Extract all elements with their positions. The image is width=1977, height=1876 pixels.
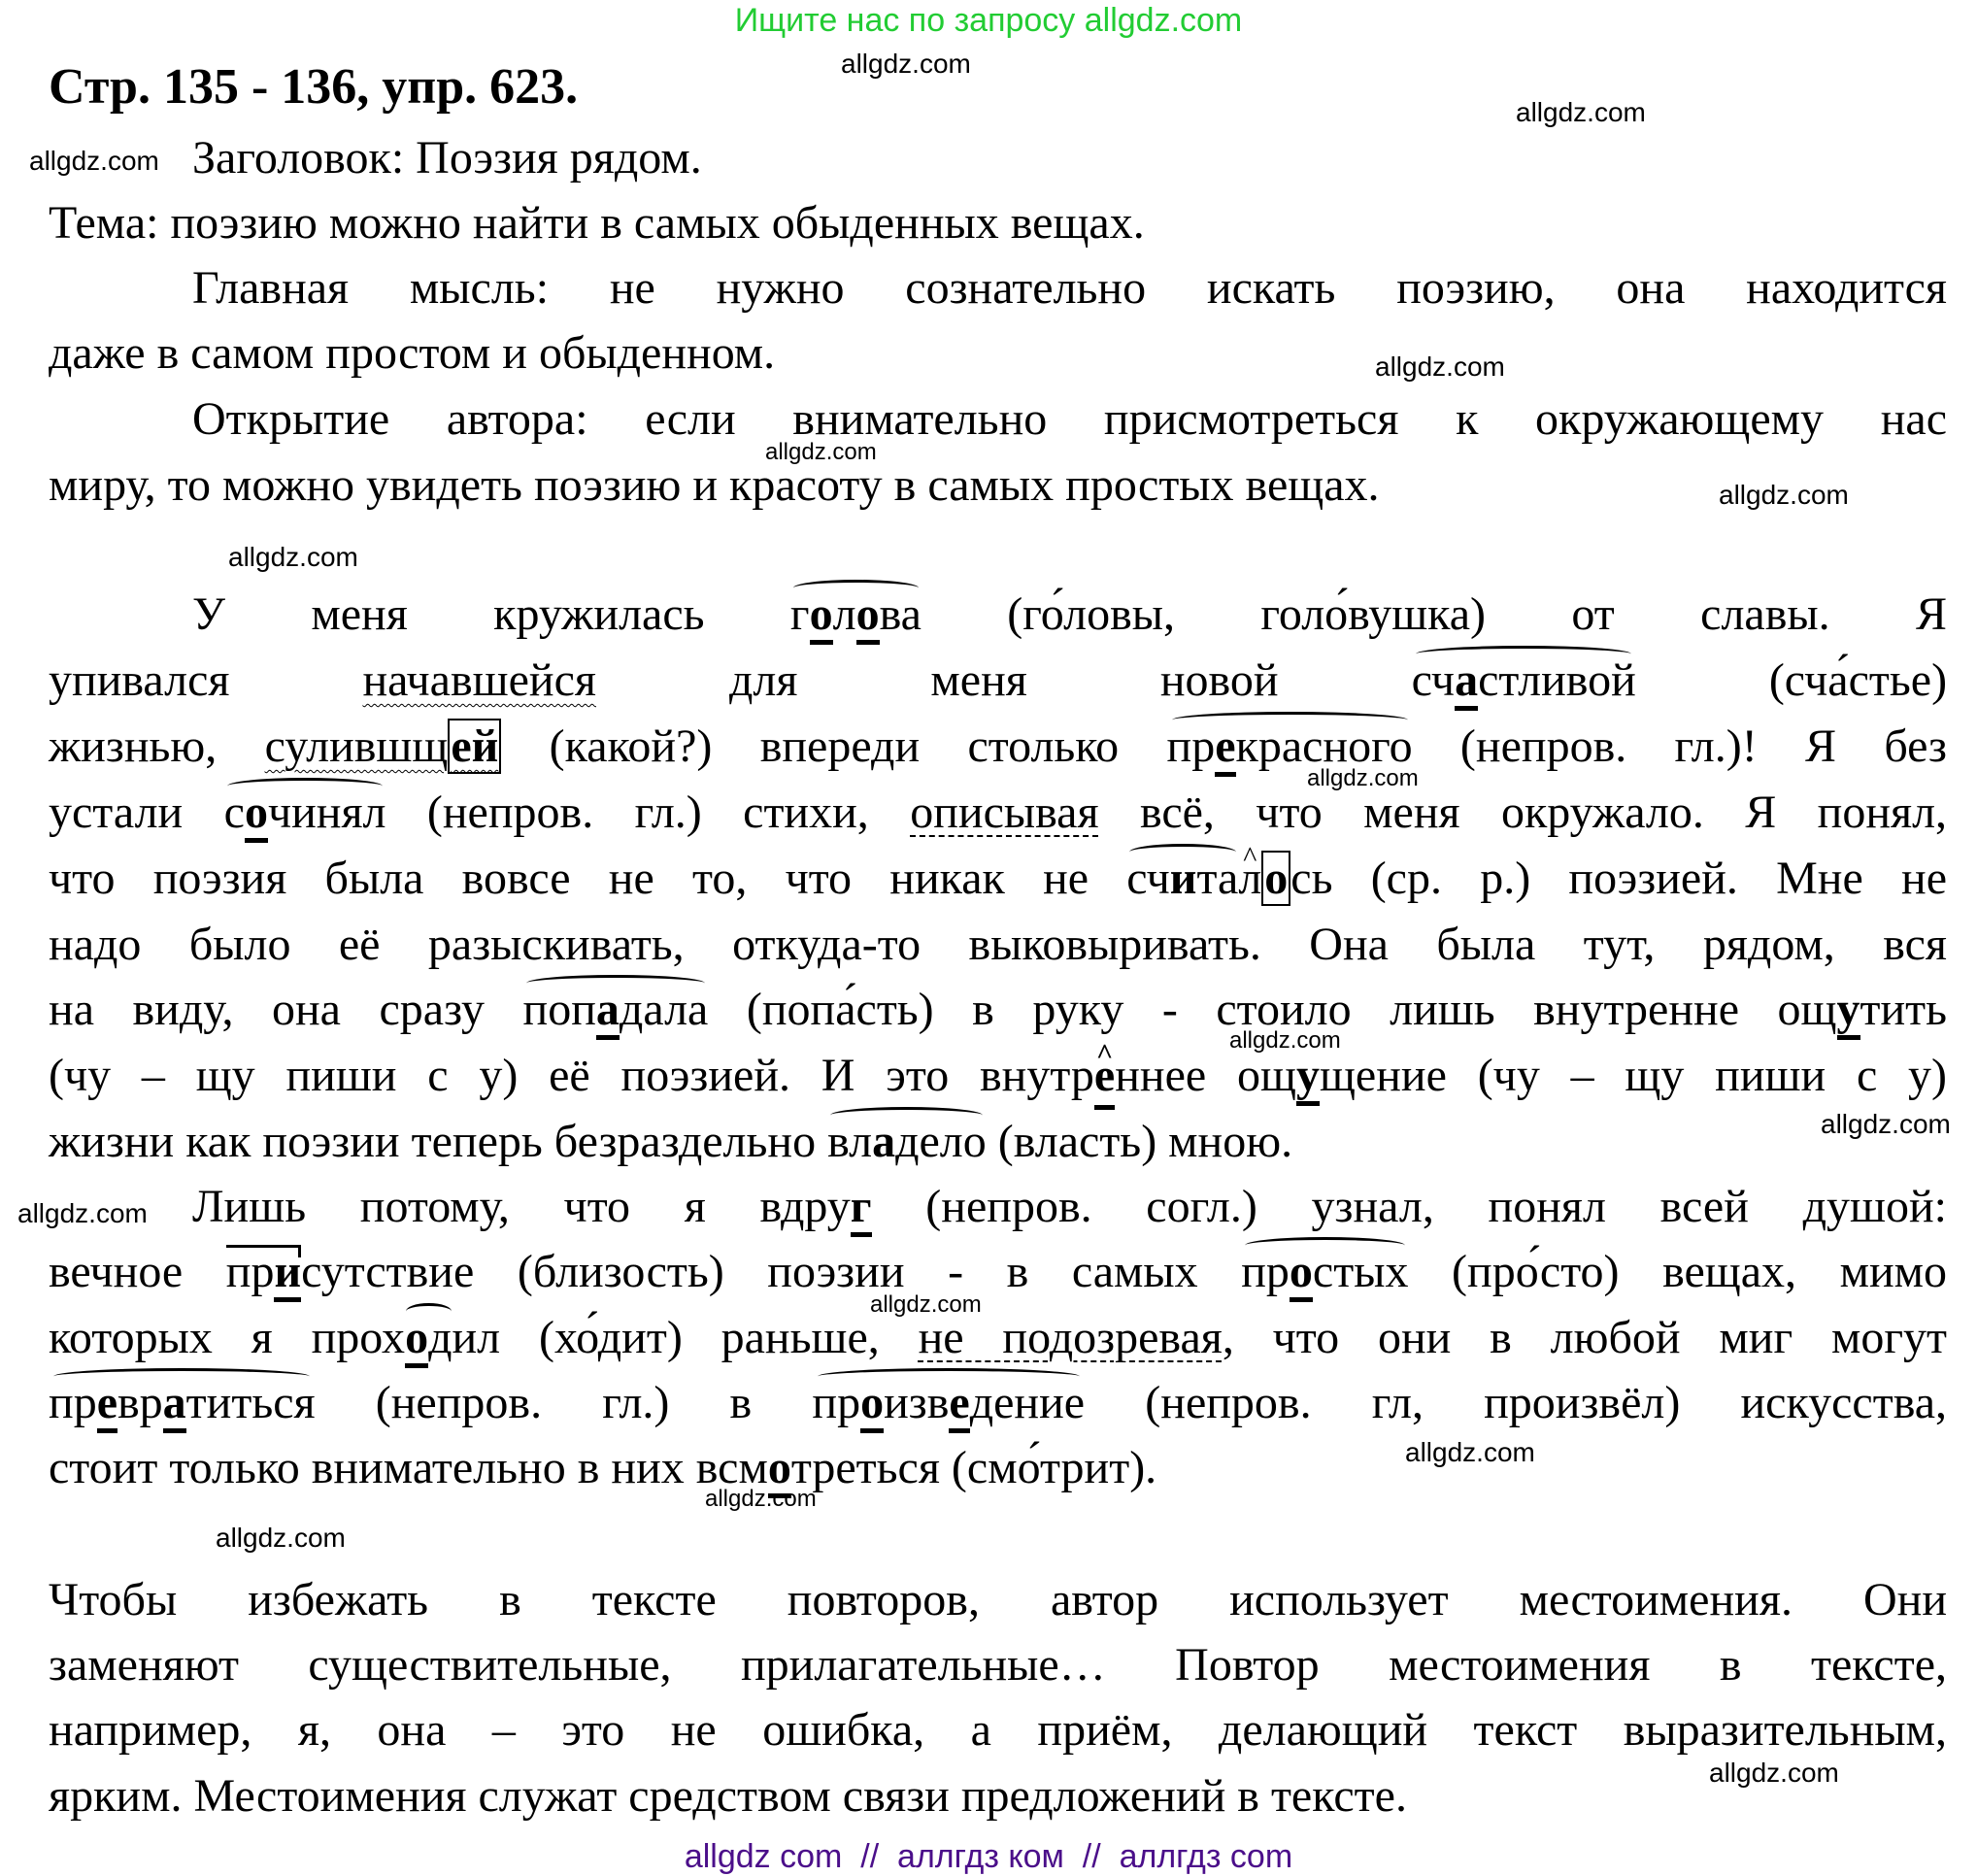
watermark: allgdz.com — [29, 146, 159, 176]
watermark: allgdz.com — [870, 1291, 982, 1318]
watermark: allgdz.com — [1516, 97, 1646, 127]
text-line-10: Лишь потому, что я вдруг (непров. согл.) узнал, понял всей душой: — [192, 1178, 1947, 1236]
root-arc-prostykh: простых — [1241, 1243, 1408, 1301]
watermark: allgdz.com — [705, 1486, 817, 1512]
participle-wavy: начавшейся — [362, 654, 596, 706]
root-arc-schastlivoy: счастливой — [1412, 652, 1636, 710]
watermark: allgdz.com — [1405, 1437, 1535, 1467]
text-line-12: которых я проходил (хо́дит) раньше, не подозревая, что они в любой миг могут — [49, 1309, 1947, 1367]
root-arc-khod: од — [405, 1309, 452, 1367]
watermark: allgdz.com — [1821, 1109, 1951, 1139]
root-arc-schital: счита — [1126, 850, 1238, 908]
footer-watermark: allgdz com // аллгдз ком // аллгдз com — [684, 1838, 1293, 1875]
watermark: allgdz.com — [1229, 1027, 1341, 1054]
gerund-dashdot: не подозревая — [918, 1312, 1223, 1363]
watermark: allgdz.com — [1307, 765, 1419, 791]
text-line-9: жизни как поэзии теперь безраздельно владело (власть) мною. — [49, 1113, 1947, 1171]
search-banner: Ищите нас по запросу allgdz.com — [734, 2, 1243, 39]
watermark: allgdz.com — [228, 542, 358, 572]
ending-box: ей — [448, 719, 501, 774]
text-line-5: что поэзия была вовсе не то, что никак не счита^ лось (ср. р.) поэзией. Мне не — [49, 850, 1947, 908]
discovery-line-1: Открытие автора: если внимательно присмотреться к окружающему нас — [192, 393, 1947, 445]
text-line-1: У меня кружилась голова (го́ловы, голо́вушка) от славы. Я — [192, 586, 1947, 644]
text-line-6: надо было её разыскивать, откуда-то выковыривать. Она была тут, рядом, вся — [49, 919, 1947, 970]
text-line-8: (чу – щу пиши с у) её поэзией. И это внутр^ еннее ощущение (чу – щу пиши с у) — [49, 1047, 1947, 1110]
watermark: allgdz.com — [216, 1523, 346, 1553]
watermark: allgdz.com — [1709, 1758, 1839, 1788]
main-idea-line-1: Главная мысль: не нужно сознательно искать поэзию, она находится — [192, 262, 1947, 314]
watermark: allgdz.com — [1375, 352, 1505, 382]
text-line-2: упивался начавшейся для меня новой счастливой (сча́стье) — [49, 652, 1947, 710]
text-line-7: на виду, она сразу попадала (попа́сть) в руку - стоило лишь внутренне ощутить — [49, 981, 1947, 1039]
ending-box: о — [1261, 851, 1290, 906]
prefix-mark: при — [226, 1243, 301, 1301]
conclusion-line-2: заменяют существительные, прилагательные… Повтор местоимения в тексте, — [49, 1639, 1947, 1691]
text-line-13: превратиться (непров. гл.) в произведение (непров. гл, произвёл) искусства, — [49, 1374, 1947, 1432]
root-arc-sochinyal: сочинял — [224, 784, 386, 842]
watermark: allgdz.com — [841, 49, 971, 79]
participle-wavy: сулившщей — [265, 719, 502, 774]
conclusion-line-4: ярким. Местоимения служат средством связи предложений в тексте. — [49, 1770, 1407, 1822]
text-line-14: стоит только внимательно в них всмотреться (смо́трит). — [49, 1439, 1947, 1497]
suffix-mark: ^ л — [1238, 850, 1261, 908]
root-arc-proizvedenie: произведение — [812, 1374, 1085, 1432]
root-arc-vladelo: владело — [827, 1113, 987, 1171]
conclusion-line-1: Чтобы избежать в тексте повторов, автор использует местоимения. Они — [49, 1574, 1947, 1625]
main-idea-line-2: даже в самом простом и обыденном. — [49, 327, 776, 379]
text-line-4: устали сочинял (непров. гл.) стихи, описывая всё, что меня окружало. Я понял, — [49, 784, 1947, 842]
watermark: allgdz.com — [1719, 480, 1849, 510]
gerund-dashdot: описывая — [910, 787, 1099, 838]
root-arc-prekrasnogo: прекрасного — [1167, 718, 1413, 776]
text-line-3: жизнью, сулившщей (какой?) впереди столько прекрасного (непров. гл.)! Я без — [49, 718, 1947, 776]
theme-line: Тема: поэзию можно найти в самых обыденных вещах. — [49, 197, 1145, 249]
root-arc-popadala: попадала — [523, 981, 709, 1039]
discovery-line-2: миру, то можно увидеть поэзию и красоту в самых простых вещах. — [49, 459, 1380, 511]
page-title: Стр. 135 - 136, упр. 623. — [49, 59, 579, 115]
heading-line: Заголовок: Поэзия рядом. — [192, 132, 702, 184]
conclusion-line-3: например, я, она – это не ошибка, а приём, делающий текст выразительным, — [49, 1704, 1947, 1756]
root-arc-golova: голова — [790, 586, 921, 644]
watermark: allgdz.com — [765, 439, 877, 465]
root-arc-prevratitsya: превратиться — [49, 1374, 316, 1432]
text-line-11: вечное присутствие (близость) поэзии - в самых простых (про́сто) вещах, мимо — [49, 1243, 1947, 1301]
watermark: allgdz.com — [17, 1198, 148, 1228]
